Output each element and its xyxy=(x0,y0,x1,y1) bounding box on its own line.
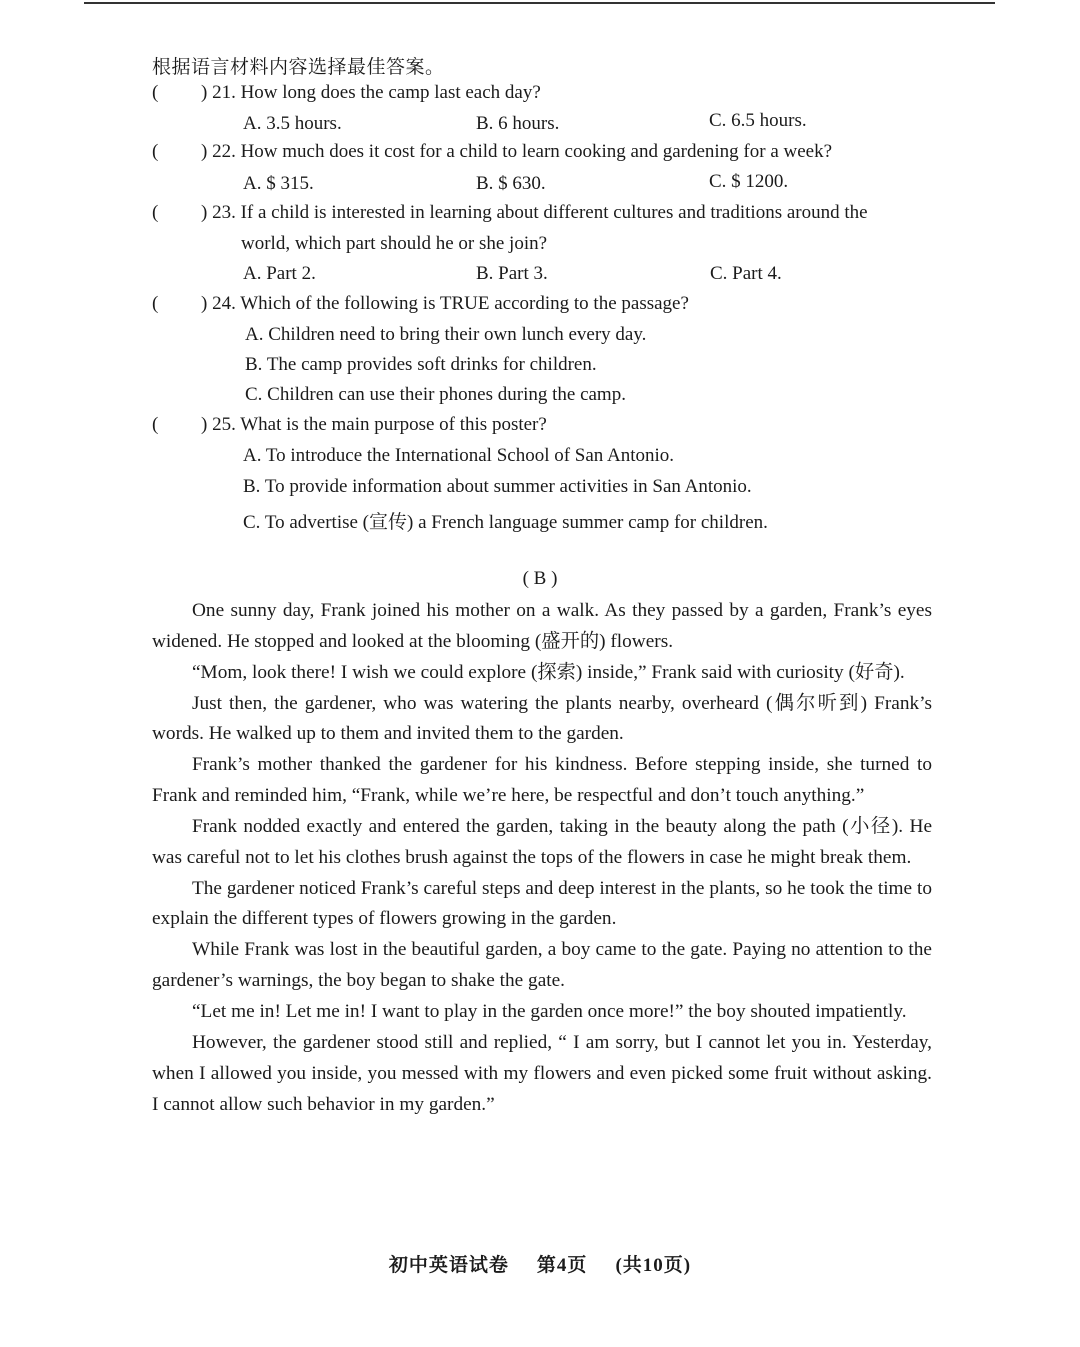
option-b: B. $ 630. xyxy=(476,173,546,194)
passage-paragraph: Frank nodded exactly and entered the garden, taking in the beauty along the path (小径). He was careful not to let his clothes brush against the tops of the flowers in case he might break them. xyxy=(152,815,932,868)
page-footer xyxy=(0,1250,1080,1277)
question-text: ) 22. How much does it cost for a child to learn cooking and gardening for a week? xyxy=(201,141,833,162)
question-text: ) 24. Which of the following is TRUE according to the passage? xyxy=(201,293,689,314)
question-text-continued: world, which part should he or she join? xyxy=(241,233,548,254)
option-b: B. Part 3. xyxy=(476,263,548,284)
option-a: A. 3.5 hours. xyxy=(243,113,342,134)
question-24 xyxy=(0,293,1080,319)
passage-paragraph: Frank’s mother thanked the gardener for his kindness. Before stepping inside, she turned to Frank and reminded him, “Frank, while we’re here, be respectful and don’t touch anything.” xyxy=(152,754,932,807)
option-a: A. Part 2. xyxy=(243,263,316,284)
option-b: B. 6 hours. xyxy=(476,113,560,134)
page-total: (共10页) xyxy=(615,1255,692,1276)
passage-paragraph: However, the gardener stood still and replied, “ I am sorry, but I cannot let you in. Yesterday, when I allowed you inside, you messed with my flowers and even picked some fruit without asking. I cannot allow such behavior in my garden.” xyxy=(152,1031,932,1115)
option-c: C. To advertise (宣传) a French language summer camp for children. xyxy=(243,512,768,533)
section-label: ( B ) xyxy=(522,568,558,589)
answer-paren: ( xyxy=(152,414,159,435)
passage-paragraph: One sunny day, Frank joined his mother on a walk. As they passed by a garden, Frank’s eyes widened. He stopped and looked at the blooming (盛开的) flowers. xyxy=(152,600,932,652)
passage-paragraph: Just then, the gardener, who was watering the plants nearby, overheard (偶尔听到) Frank’s words. He walked up to them and invited them to the garden. xyxy=(152,692,932,745)
option-a: A. To introduce the International School of San Antonio. xyxy=(243,445,675,466)
question-text: ) 23. If a child is interested in learning about different cultures and traditions around the xyxy=(201,202,868,223)
page-number: 第4页 xyxy=(536,1255,588,1276)
question-21 xyxy=(0,82,1080,108)
option-c: C. 6.5 hours. xyxy=(709,110,807,131)
passage-paragraph: The gardener noticed Frank’s careful steps and deep interest in the plants, so he took the time to explain the different types of flowers growing in the garden. xyxy=(152,877,932,930)
passage-paragraph: While Frank was lost in the beautiful garden, a boy came to the gate. Paying no attention to the gardener’s warnings, the boy began to shake the gate. xyxy=(152,939,932,992)
question-25 xyxy=(0,414,1080,440)
option-c: C. $ 1200. xyxy=(709,171,789,192)
question-22 xyxy=(0,141,1080,167)
passage-paragraph: “Mom, look there! I wish we could explore (探索) inside,” Frank said with curiosity (好奇). xyxy=(192,661,905,683)
answer-paren: ( xyxy=(152,82,159,103)
option-a: A. $ 315. xyxy=(243,173,314,194)
option-b: B. To provide information about summer activities in San Antonio. xyxy=(243,476,752,497)
reading-passage xyxy=(152,596,932,1120)
question-text: ) 25. What is the main purpose of this poster? xyxy=(201,414,547,435)
passage-paragraph: “Let me in! Let me in! I want to play in the garden once more!” the boy shouted impatiently. xyxy=(192,1000,907,1022)
instruction: 根据语言材料内容选择最佳答案。 xyxy=(152,57,445,78)
question-23 xyxy=(0,202,1080,228)
option-c: C. Children can use their phones during the camp. xyxy=(245,384,626,405)
answer-paren: ( xyxy=(152,293,159,314)
exam-title: 初中英语试卷 xyxy=(388,1255,509,1276)
option-b: B. The camp provides soft drinks for children. xyxy=(245,354,597,375)
option-c: C. Part 4. xyxy=(710,263,782,284)
question-text: ) 21. How long does the camp last each day? xyxy=(201,82,541,103)
answer-paren: ( xyxy=(152,202,159,223)
option-a: A. Children need to bring their own lunch every day. xyxy=(245,324,647,345)
answer-paren: ( xyxy=(152,141,159,162)
